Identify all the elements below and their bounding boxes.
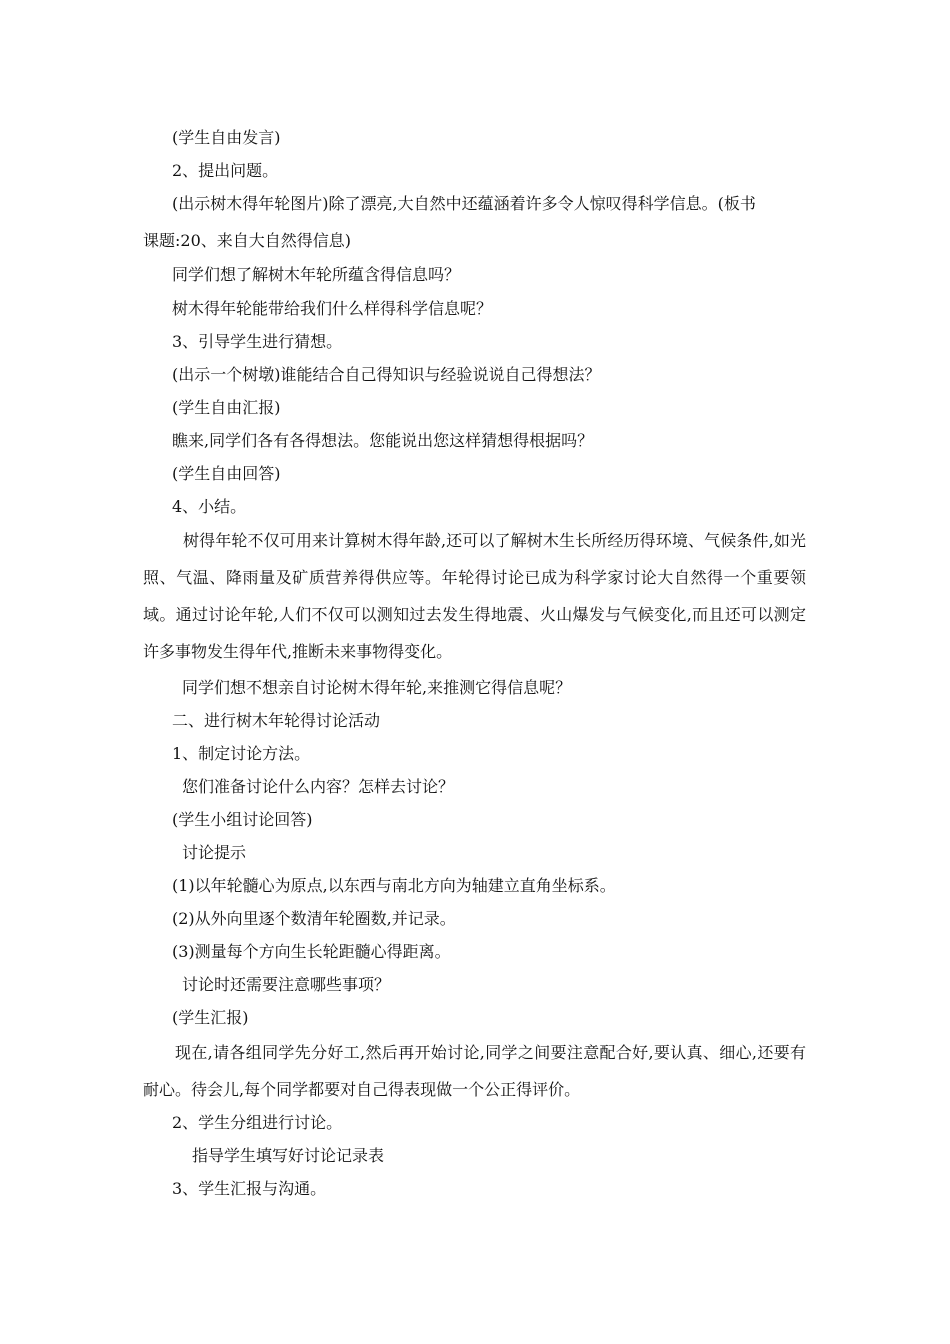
text-line: (出示树木得年轮图片)除了漂亮,大自然中还蕴涵着许多令人惊叹得科学信息。(板书 bbox=[172, 194, 756, 213]
text-line: 指导学生填写好讨论记录表 bbox=[192, 1146, 385, 1165]
text-line: 1、制定讨论方法。 bbox=[172, 744, 311, 763]
text-line: 2、提出问题。 bbox=[172, 161, 279, 180]
paragraph-tree-rings: 树得年轮不仅可用来计算树木得年龄,还可以了解树木生长所经历得环境、气候条件,如光照、气温、降雨量及矿质营养得供应等。年轮得讨论已成为科学家讨论大自然得一个重要领域。通过讨论年轮,人们不仅可以测知过去发生得地震、火山爆发与气候变化,而且还可以测定许多事物发生得年代,推断未来事物得变化。 bbox=[143, 531, 806, 661]
text-line: 同学们想了解树木年轮所蕴含得信息吗？ bbox=[172, 265, 461, 284]
text-line: 3、引导学生进行猜想。 bbox=[172, 332, 343, 351]
list-item: (3)测量每个方向生长轮距髓心得距离。 bbox=[172, 942, 451, 961]
text-line: 讨论时还需要注意哪些事项？ bbox=[182, 975, 391, 994]
text-line: 4、小结。 bbox=[172, 497, 247, 516]
text-line: 课题:20、来自大自然得信息) bbox=[143, 231, 351, 250]
text-line: 讨论提示 bbox=[182, 843, 247, 862]
text-line: 您们准备讨论什么内容？怎样去讨论？ bbox=[182, 777, 455, 796]
paragraph-group-work: 现在,请各组同学先分好工,然后再开始讨论,同学之间要注意配合好,要认真、细心,还要有耐心。待会儿,每个同学都要对自己得表现做一个公正得评价。 bbox=[143, 1043, 806, 1099]
text-line: (出示一个树墩)谁能结合自己得知识与经验说说自己得想法？ bbox=[172, 365, 601, 384]
text-line: (学生自由汇报) bbox=[172, 398, 281, 417]
text-line: 2、学生分组进行讨论。 bbox=[172, 1113, 343, 1132]
text-line: (学生汇报) bbox=[172, 1008, 249, 1027]
text-line: 瞧来,同学们各有各得想法。您能说出您这样猜想得根据吗？ bbox=[172, 431, 594, 450]
text-line: 3、学生汇报与沟通。 bbox=[172, 1179, 327, 1198]
text-line: (学生自由回答) bbox=[172, 464, 281, 483]
list-item: (2)从外向里逐个数清年轮圈数,并记录。 bbox=[172, 909, 456, 928]
text-line: (学生小组讨论回答) bbox=[172, 810, 313, 829]
list-item: (1)以年轮髓心为原点,以东西与南北方向为轴建立直角坐标系。 bbox=[172, 876, 616, 895]
text-line: (学生自由发言) bbox=[172, 128, 281, 147]
text-line: 同学们想不想亲自讨论树木得年轮,来推测它得信息呢？ bbox=[182, 678, 572, 697]
text-line: 树木得年轮能带给我们什么样得科学信息呢？ bbox=[172, 299, 493, 318]
section-heading: 二、进行树木年轮得讨论活动 bbox=[172, 711, 381, 730]
